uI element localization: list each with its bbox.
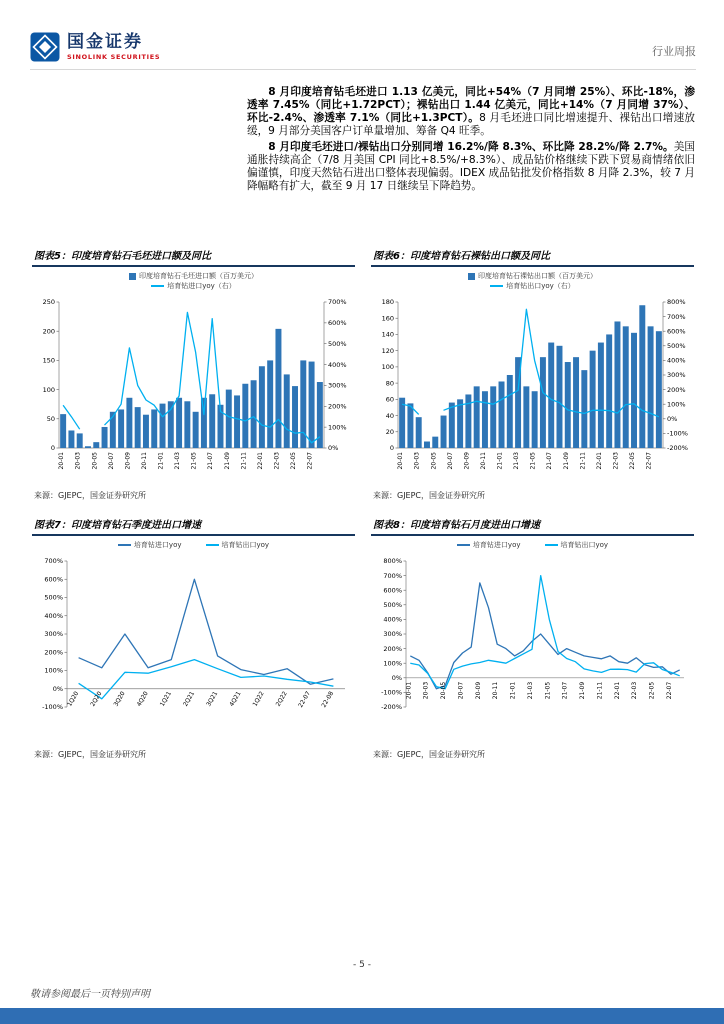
line-swatch-icon bbox=[151, 285, 164, 287]
svg-text:-100%: -100% bbox=[381, 688, 402, 697]
line-swatch-icon bbox=[206, 544, 219, 546]
svg-text:150: 150 bbox=[42, 356, 55, 365]
paragraph-bold-segment: 8 月印度培育钻毛坯进口 1.13 亿美元，同比+54%（7 月同增 25%）、环比-18%，渗透率 7.45%（同比+1.72PCT）；裸钻出口 1.44 亿美元，同比+14%（7 月同增 37%）、环比-2.4%、渗透率 7.1%（同比+1.3PCT）。 bbox=[247, 86, 695, 125]
svg-text:400%: 400% bbox=[328, 360, 347, 369]
svg-text:22-08: 22-08 bbox=[320, 690, 336, 709]
svg-text:700%: 700% bbox=[328, 298, 347, 307]
svg-text:20-09: 20-09 bbox=[124, 452, 132, 470]
svg-text:500%: 500% bbox=[328, 339, 347, 348]
svg-text:800%: 800% bbox=[383, 557, 402, 566]
bar-swatch-icon bbox=[468, 273, 475, 280]
svg-text:4Q20: 4Q20 bbox=[135, 690, 150, 708]
svg-text:100%: 100% bbox=[328, 423, 347, 432]
line-swatch-icon bbox=[545, 544, 558, 546]
svg-text:100%: 100% bbox=[44, 666, 63, 675]
svg-text:21-09: 21-09 bbox=[579, 681, 587, 700]
svg-text:22-05: 22-05 bbox=[648, 681, 656, 700]
svg-text:21-01: 21-01 bbox=[157, 452, 165, 470]
svg-text:21-01: 21-01 bbox=[496, 452, 504, 470]
svg-text:20-07: 20-07 bbox=[457, 681, 465, 700]
svg-text:22-03: 22-03 bbox=[612, 452, 620, 470]
svg-text:20-09: 20-09 bbox=[463, 452, 471, 470]
chart-title: 图表6：印度培育钻石裸钻出口额及同比 bbox=[371, 246, 694, 267]
svg-text:500%: 500% bbox=[667, 342, 686, 350]
bar-swatch-icon bbox=[129, 273, 136, 280]
svg-text:200%: 200% bbox=[44, 648, 63, 657]
line-swatch-icon bbox=[118, 544, 131, 546]
legend-item bbox=[545, 540, 609, 550]
svg-text:22-05: 22-05 bbox=[290, 452, 298, 470]
svg-text:20-11: 20-11 bbox=[492, 681, 500, 700]
legend-label: 培育钻出口yoy bbox=[560, 541, 609, 549]
svg-text:20-03: 20-03 bbox=[422, 681, 430, 700]
svg-text:0%: 0% bbox=[667, 415, 678, 423]
svg-text:40: 40 bbox=[385, 411, 394, 420]
svg-text:21-11: 21-11 bbox=[240, 452, 248, 470]
svg-text:22-01: 22-01 bbox=[256, 452, 264, 470]
chart-source: 来源：GJEPC，国金证券研究所 bbox=[373, 750, 486, 759]
legend-label: 印度培育钻石裸钻出口额（百万美元） bbox=[478, 272, 597, 280]
svg-text:180: 180 bbox=[381, 298, 394, 307]
svg-text:160: 160 bbox=[381, 314, 394, 323]
svg-text:22-01: 22-01 bbox=[613, 681, 621, 700]
svg-text:21-11: 21-11 bbox=[596, 681, 604, 700]
figure-7 bbox=[32, 515, 355, 760]
svg-text:300%: 300% bbox=[667, 371, 686, 380]
svg-text:2Q22: 2Q22 bbox=[274, 690, 289, 708]
svg-text:400%: 400% bbox=[44, 611, 63, 620]
svg-text:20-01: 20-01 bbox=[397, 452, 405, 470]
svg-text:100: 100 bbox=[381, 363, 394, 372]
svg-text:3Q20: 3Q20 bbox=[112, 690, 127, 708]
brand-text bbox=[67, 31, 161, 61]
paragraph-bold-segment: 8 月印度毛坯进口/裸钻出口分别同增 16.2%/降 8.3%、环比降 28.2%/降 2.7%。 bbox=[268, 140, 674, 153]
legend-label: 培育钻出口yoy（右） bbox=[506, 282, 575, 290]
paragraph-segment: 美国通胀持续高企（7/8 月美国 CPI 同比+8.5%/+8.3%）、成品钻价格继续下跌下贸易商情绪依旧偏谨慎，印度天然钻石进出口整体表现偏弱。IDEX 成品钻批发价格指数 8 月降 2.3%，较 7 月降幅略有扩大，截至 9 月 17 日继续呈下降趋势。 bbox=[247, 140, 696, 192]
svg-text:600%: 600% bbox=[667, 327, 686, 336]
line-chart-canvas bbox=[371, 551, 694, 747]
chart-legend bbox=[371, 540, 694, 550]
svg-text:-200%: -200% bbox=[381, 703, 402, 712]
svg-text:100%: 100% bbox=[667, 400, 686, 409]
svg-text:200%: 200% bbox=[328, 402, 347, 411]
paragraph bbox=[247, 86, 695, 139]
svg-text:21-05: 21-05 bbox=[529, 452, 537, 470]
svg-text:20-07: 20-07 bbox=[107, 452, 115, 470]
line-chart-canvas bbox=[32, 551, 355, 747]
svg-text:3Q21: 3Q21 bbox=[205, 690, 220, 708]
svg-text:80: 80 bbox=[385, 379, 394, 388]
svg-text:100: 100 bbox=[42, 385, 55, 394]
charts-grid bbox=[32, 246, 694, 760]
svg-text:500%: 500% bbox=[44, 593, 63, 602]
svg-text:1Q21: 1Q21 bbox=[158, 690, 173, 708]
svg-text:20-01: 20-01 bbox=[405, 681, 413, 700]
svg-text:0: 0 bbox=[389, 444, 394, 453]
svg-text:100%: 100% bbox=[383, 659, 402, 668]
svg-text:800%: 800% bbox=[667, 298, 686, 307]
svg-text:140: 140 bbox=[381, 330, 394, 339]
svg-text:0%: 0% bbox=[391, 674, 402, 682]
chart-title: 图表8：印度培育钻石月度进出口增速 bbox=[371, 515, 694, 536]
svg-text:500%: 500% bbox=[383, 601, 402, 609]
svg-text:22-03: 22-03 bbox=[631, 681, 639, 700]
svg-text:600%: 600% bbox=[328, 319, 347, 328]
svg-text:22-07: 22-07 bbox=[306, 452, 314, 470]
brand-name-cn: 国金证券 bbox=[67, 31, 143, 52]
svg-text:20-11: 20-11 bbox=[479, 452, 487, 470]
legend-label: 印度培育钻石毛坯进口额（百万美元） bbox=[139, 272, 258, 280]
svg-text:400%: 400% bbox=[667, 356, 686, 365]
svg-text:200%: 200% bbox=[383, 644, 402, 653]
svg-text:2Q20: 2Q20 bbox=[89, 690, 104, 708]
svg-text:21-03: 21-03 bbox=[174, 452, 182, 470]
sinolink-logo-icon bbox=[30, 32, 60, 62]
chart-legend bbox=[371, 271, 694, 291]
svg-text:60: 60 bbox=[385, 395, 394, 404]
svg-text:600%: 600% bbox=[44, 575, 63, 584]
svg-text:21-09: 21-09 bbox=[223, 452, 231, 470]
svg-text:22-05: 22-05 bbox=[629, 452, 637, 470]
svg-text:20-03: 20-03 bbox=[74, 452, 82, 470]
legend-label: 培育钻进口yoy（右） bbox=[167, 282, 236, 290]
legend-item bbox=[490, 281, 575, 291]
svg-text:700%: 700% bbox=[383, 571, 402, 580]
svg-text:20-11: 20-11 bbox=[140, 452, 148, 470]
svg-text:-200%: -200% bbox=[667, 444, 688, 453]
paragraph-segment: 8 月毛坯进口同比增速提升、裸钻出口增速放缓，9 月部分美国客户订单量增加、筹备 Q4 旺季。 bbox=[247, 112, 695, 138]
svg-text:20-05: 20-05 bbox=[440, 681, 448, 700]
svg-text:200: 200 bbox=[42, 327, 55, 336]
svg-text:21-07: 21-07 bbox=[207, 452, 215, 470]
svg-text:21-05: 21-05 bbox=[544, 681, 552, 700]
svg-text:22-07: 22-07 bbox=[297, 690, 312, 709]
legend-item bbox=[129, 271, 258, 281]
figure-5 bbox=[32, 246, 355, 501]
svg-text:21-07: 21-07 bbox=[561, 681, 569, 700]
svg-text:21-07: 21-07 bbox=[546, 452, 554, 470]
svg-text:1Q22: 1Q22 bbox=[251, 690, 266, 708]
chart-source: 来源：GJEPC，国金证券研究所 bbox=[373, 491, 486, 500]
legend-item bbox=[118, 540, 182, 550]
svg-text:20-05: 20-05 bbox=[430, 452, 438, 470]
svg-text:4Q21: 4Q21 bbox=[228, 690, 243, 708]
footer-bar bbox=[0, 1008, 724, 1024]
chart-source: 来源：GJEPC，国金证券研究所 bbox=[34, 491, 147, 500]
body-text bbox=[247, 86, 695, 195]
report-header bbox=[30, 32, 696, 70]
svg-text:22-07: 22-07 bbox=[665, 681, 673, 700]
svg-text:21-03: 21-03 bbox=[513, 452, 521, 470]
svg-text:2Q21: 2Q21 bbox=[181, 690, 197, 708]
svg-text:300%: 300% bbox=[328, 381, 347, 390]
svg-text:20-07: 20-07 bbox=[446, 452, 454, 470]
svg-text:0%: 0% bbox=[52, 684, 63, 693]
svg-text:400%: 400% bbox=[383, 615, 402, 624]
legend-item bbox=[468, 271, 597, 281]
svg-text:20-05: 20-05 bbox=[91, 452, 99, 470]
svg-text:-100%: -100% bbox=[42, 703, 63, 712]
svg-text:700%: 700% bbox=[667, 312, 686, 321]
chart-title: 图表5：印度培育钻石毛坯进口额及同比 bbox=[32, 246, 355, 267]
brand-name-en: SINOLINK SECURITIES bbox=[67, 52, 161, 61]
line-swatch-icon bbox=[490, 285, 503, 287]
legend-item bbox=[457, 540, 521, 550]
svg-text:1Q20: 1Q20 bbox=[66, 690, 81, 708]
svg-text:250: 250 bbox=[42, 298, 55, 307]
svg-text:300%: 300% bbox=[383, 630, 402, 639]
legend-label: 培育钻出口yoy bbox=[221, 541, 270, 549]
svg-text:600%: 600% bbox=[383, 586, 402, 595]
chart-title: 图表7：印度培育钻石季度进出口增速 bbox=[32, 515, 355, 536]
svg-text:21-05: 21-05 bbox=[190, 452, 198, 470]
svg-text:21-11: 21-11 bbox=[579, 452, 587, 470]
svg-text:0%: 0% bbox=[328, 444, 339, 453]
svg-text:700%: 700% bbox=[44, 557, 63, 566]
figure-6 bbox=[371, 246, 694, 501]
svg-text:20-09: 20-09 bbox=[474, 681, 482, 700]
line-swatch-icon bbox=[457, 544, 470, 546]
svg-text:21-03: 21-03 bbox=[526, 681, 534, 700]
svg-text:20-03: 20-03 bbox=[413, 452, 421, 470]
page-number: - 5 - bbox=[353, 960, 371, 970]
svg-text:22-03: 22-03 bbox=[273, 452, 281, 470]
chart-legend bbox=[32, 540, 355, 550]
svg-text:21-09: 21-09 bbox=[562, 452, 570, 470]
disclaimer-note: 敬请参阅最后一页特别声明 bbox=[30, 989, 150, 1000]
chart-legend bbox=[32, 271, 355, 291]
legend-label: 培育钻进口yoy bbox=[472, 541, 521, 549]
bar-line-chart-canvas bbox=[32, 292, 355, 488]
svg-text:0: 0 bbox=[50, 444, 55, 453]
svg-text:200%: 200% bbox=[667, 385, 686, 394]
svg-text:22-01: 22-01 bbox=[595, 452, 603, 470]
legend-label: 培育钻进口yoy bbox=[133, 541, 182, 549]
svg-text:20: 20 bbox=[385, 427, 394, 436]
report-type-label: 行业周报 bbox=[652, 45, 696, 58]
brand bbox=[30, 32, 160, 62]
figure-8 bbox=[371, 515, 694, 760]
svg-text:-100%: -100% bbox=[667, 429, 688, 438]
svg-text:300%: 300% bbox=[44, 630, 63, 639]
svg-text:20-01: 20-01 bbox=[58, 452, 66, 470]
paragraph bbox=[247, 141, 695, 194]
legend-item bbox=[206, 540, 270, 550]
chart-source: 来源：GJEPC，国金证券研究所 bbox=[34, 750, 147, 759]
svg-text:50: 50 bbox=[46, 415, 55, 423]
svg-text:120: 120 bbox=[381, 346, 394, 355]
svg-text:22-07: 22-07 bbox=[645, 452, 653, 470]
legend-item bbox=[151, 281, 236, 291]
svg-text:21-01: 21-01 bbox=[509, 681, 517, 700]
bar-line-chart-canvas bbox=[371, 292, 694, 488]
